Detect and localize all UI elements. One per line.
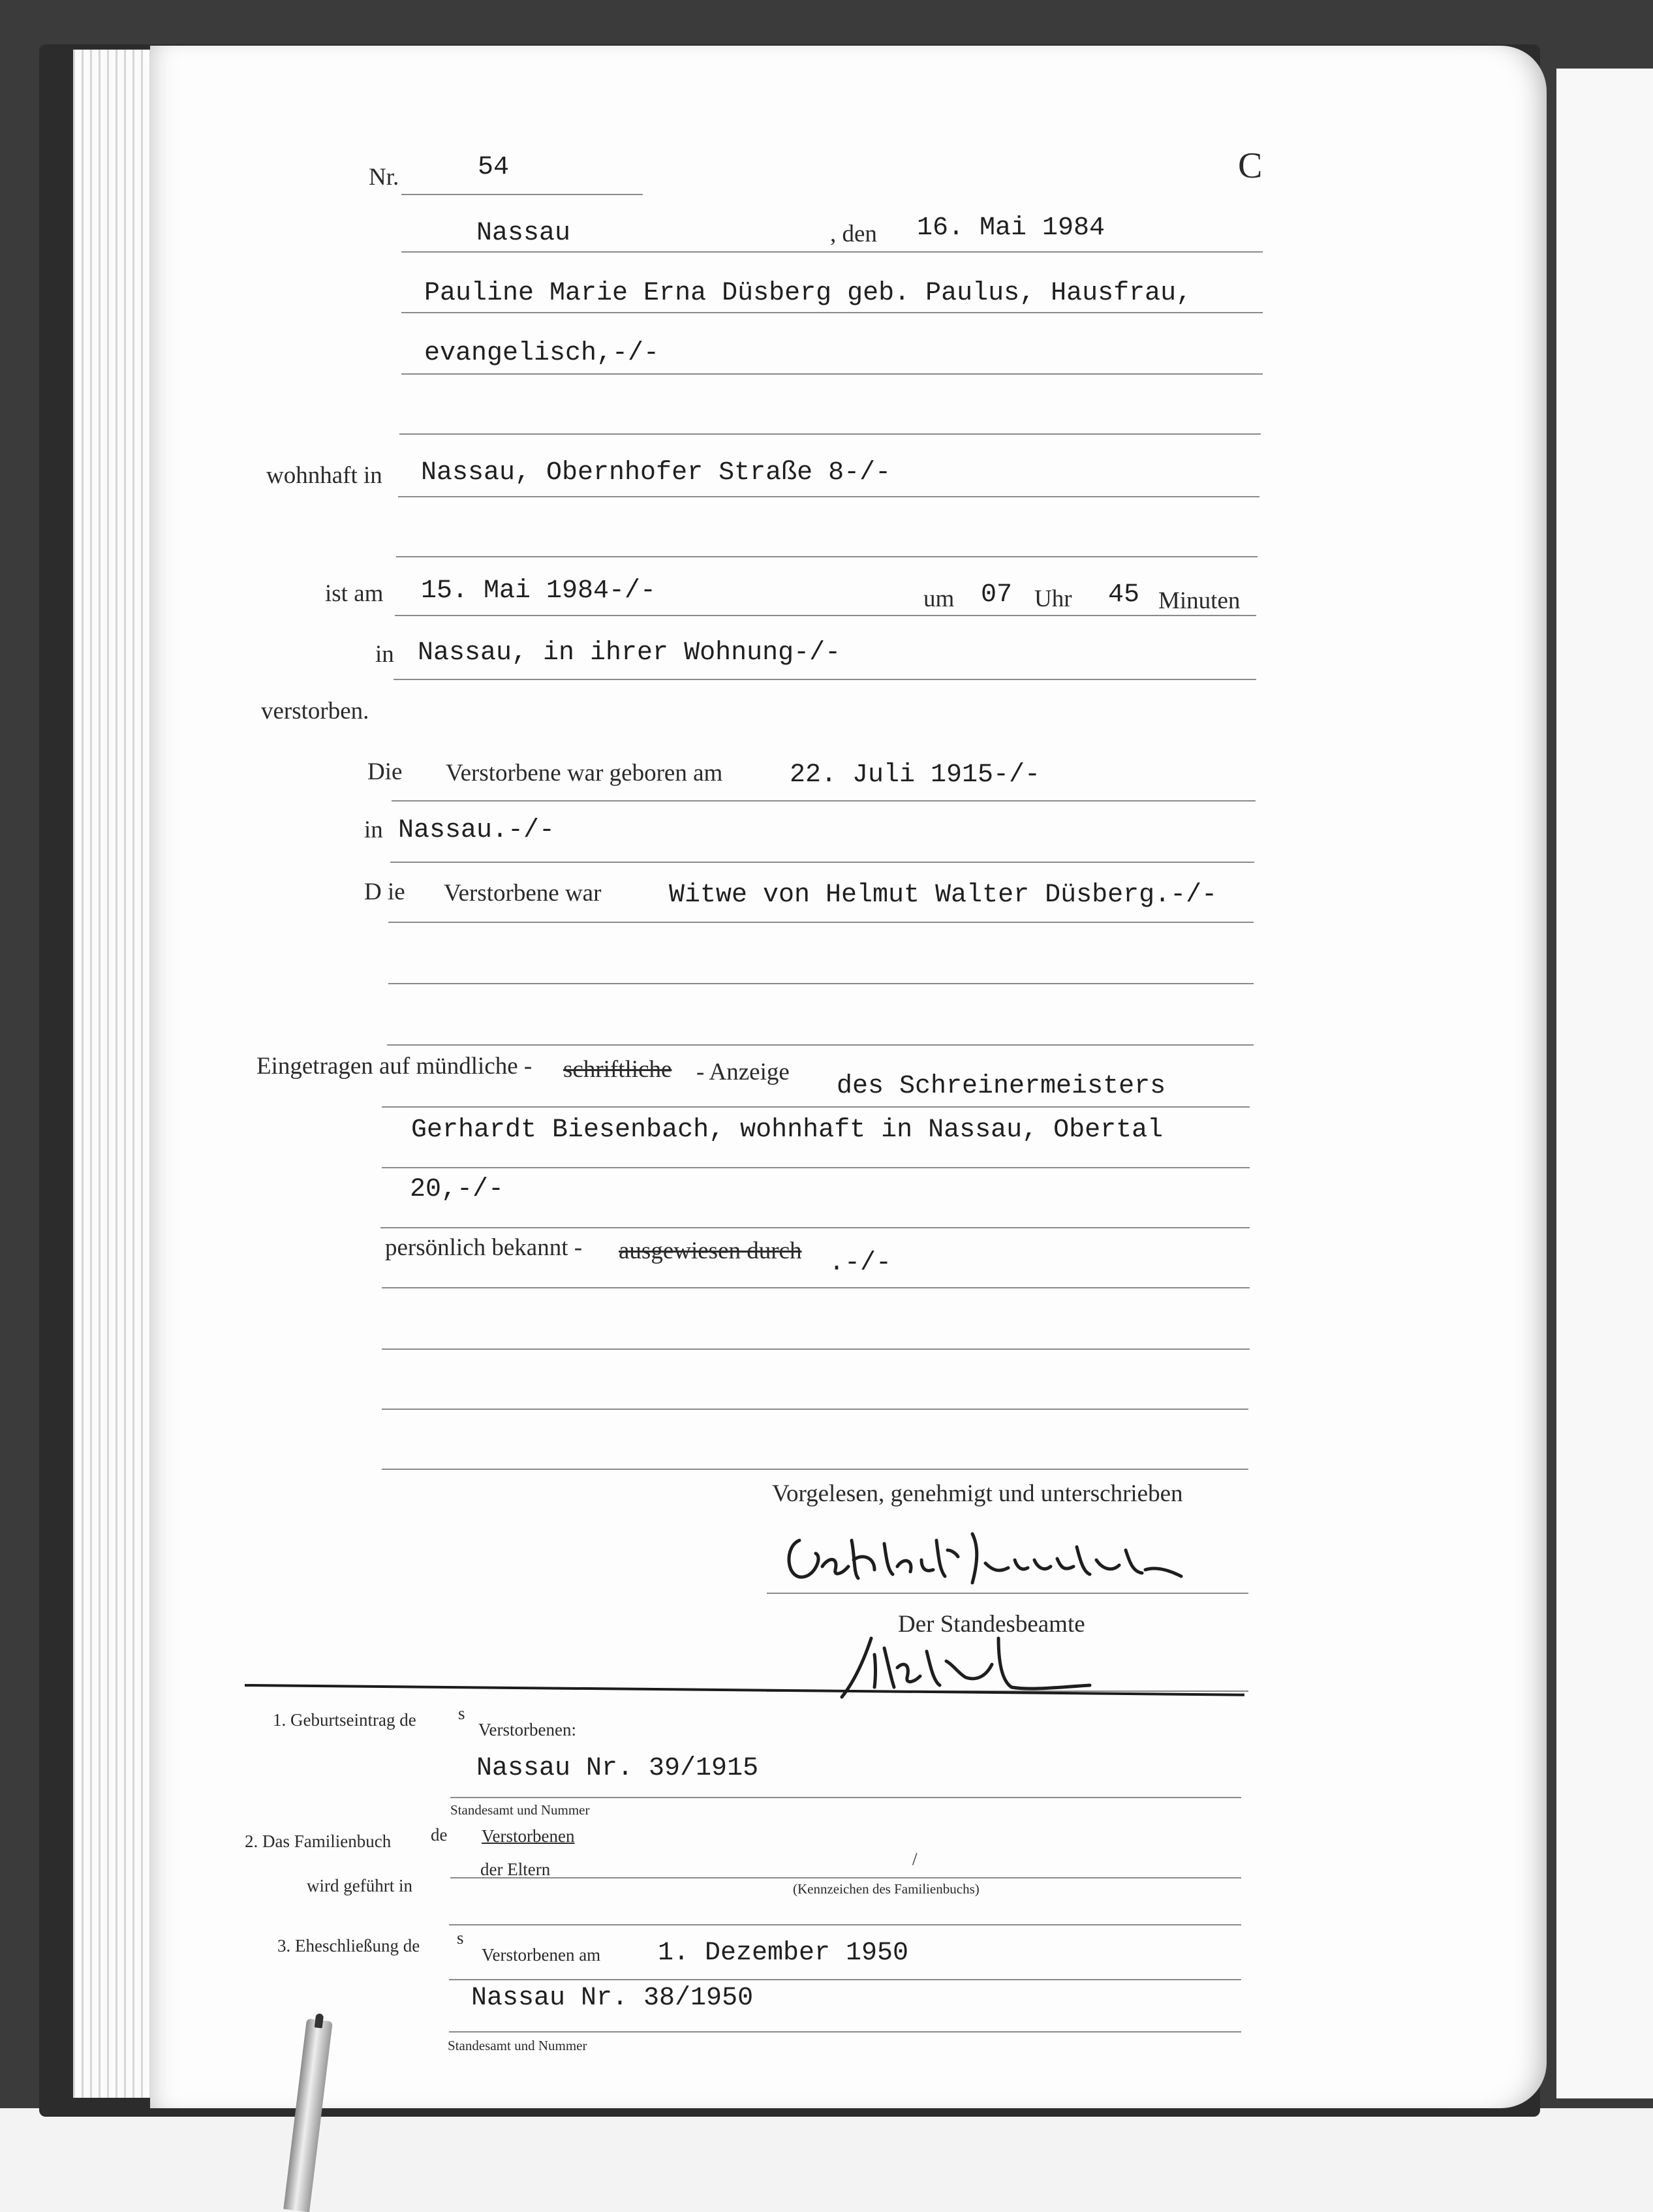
informant-signature [777, 1521, 1207, 1593]
note2-underlined: Verstorbenen [482, 1826, 575, 1846]
note2-label: 2. Das Familienbuch [245, 1831, 392, 1851]
residence-value: Nassau, Obernhofer Straße 8-/- [421, 458, 891, 488]
note3-caption: Standesamt und Nummer [448, 2038, 587, 2053]
informant-line1: des Schreinermeisters [837, 1072, 1166, 1101]
verstorben-label: verstorben. [261, 698, 369, 724]
note2-rule-1 [450, 1877, 1241, 1878]
note3-rule-1 [449, 1979, 1241, 1980]
known-struck: ausgewiesen durch [619, 1238, 802, 1264]
minuten-label: Minuten [1158, 587, 1241, 614]
note1-rule [450, 1797, 1241, 1798]
name-rule-2 [401, 373, 1263, 375]
informant-signature-rule [767, 1593, 1248, 1594]
death-date: 15. Mai 1984-/- [421, 576, 657, 606]
um-label: um [923, 585, 955, 612]
note3-rule-2 [449, 2031, 1241, 2033]
note1-sup: s [458, 1704, 465, 1723]
register-letter: C [1238, 146, 1263, 186]
status-rule-2 [388, 983, 1254, 984]
death-hour: 07 [981, 580, 1013, 610]
note2-wird: wird geführt in [307, 1876, 412, 1895]
informant-line3: 20,-/- [410, 1175, 504, 1204]
note3-label-a: 3. Eheschließung de [277, 1936, 420, 1955]
residence-rule-2 [396, 556, 1258, 557]
place-date-rule [401, 251, 1263, 253]
uhr-label: Uhr [1034, 585, 1072, 612]
wohnhaft-label: wohnhaft in [266, 462, 382, 489]
registrar-label: Der Standesbeamte [898, 1611, 1085, 1638]
birth-die-prefix: Die [367, 758, 403, 785]
note1-label-a: 1. Geburtseintrag de [273, 1710, 416, 1730]
note2-caption: (Kennzeichen des Familienbuchs) [793, 1881, 980, 1897]
name-rule-1 [401, 312, 1263, 313]
birth-place: Nassau.-/- [398, 816, 555, 845]
nr-rule [401, 194, 643, 195]
note3-label-b: Verstorbenen am [482, 1945, 601, 1965]
note3-date: 1. Dezember 1950 [658, 1939, 909, 1968]
status-die-prefix: D ie [364, 879, 405, 905]
status-rule-1 [388, 922, 1254, 923]
status-value: Witwe von Helmut Walter Düsberg.-/- [669, 880, 1218, 910]
status-rule-3 [387, 1044, 1254, 1046]
deceased-name-line1: Pauline Marie Erna Düsberg geb. Paulus, Hausfrau, [424, 279, 1192, 308]
note1-value: Nassau Nr. 39/1915 [476, 1754, 759, 1783]
blank-rule-1 [382, 1348, 1250, 1350]
note2-eltern: der Eltern [480, 1860, 551, 1879]
death-place-rule [394, 679, 1256, 680]
note3-sup: s [457, 1928, 464, 1948]
death-place: Nassau, in ihrer Wohnung-/- [418, 638, 841, 668]
facing-page [1556, 69, 1653, 2098]
note3-value: Nassau Nr. 38/1950 [471, 1984, 754, 2013]
registration-prefix: Eingetragen auf mündliche - [256, 1053, 533, 1080]
note2-rule-2 [449, 1924, 1241, 1925]
birth-place-rule [390, 862, 1254, 863]
death-date-rule [395, 615, 1256, 616]
note2-slash: / [912, 1849, 918, 1869]
informant-line2: Gerhardt Biesenbach, wohnhaft in Nassau, Obertal [411, 1115, 1164, 1145]
birth-date-rule [392, 800, 1256, 802]
birth-date: 22. Juli 1915-/- [790, 760, 1041, 790]
note1-label-b: Verstorbenen: [478, 1720, 576, 1739]
informant-rule-3 [380, 1227, 1250, 1228]
nr-value: 54 [478, 153, 510, 182]
blank-rule-2 [382, 1409, 1248, 1410]
den-label: , den [830, 221, 877, 247]
residence-rule-1 [398, 496, 1259, 497]
note2-de: de [431, 1825, 448, 1845]
known-label: persönlich bekannt - [385, 1234, 583, 1261]
death-minute: 45 [1108, 580, 1140, 610]
death-in-label: in [375, 641, 394, 668]
note1-caption: Standesamt und Nummer [450, 1802, 590, 1818]
ist-am-label: ist am [325, 580, 384, 607]
blank-rule-3 [382, 1469, 1248, 1470]
registration-struck: schriftliche [563, 1056, 672, 1083]
anzeige-label: - Anzeige [696, 1059, 790, 1085]
table-surface [0, 2108, 1653, 2212]
known-suffix: .-/- [829, 1249, 892, 1278]
place-value: Nassau [476, 219, 571, 248]
birth-label: Verstorbene war geboren am [446, 760, 723, 787]
nr-label: Nr. [369, 164, 399, 191]
informant-rule-2 [382, 1167, 1250, 1168]
informant-rule-1 [382, 1106, 1250, 1108]
record-date: 16. Mai 1984 [917, 213, 1105, 243]
name-rule-3 [399, 433, 1261, 435]
known-rule [382, 1287, 1250, 1288]
deceased-name-line2: evangelisch,-/- [424, 339, 660, 368]
read-label: Vorgelesen, genehmigt und unterschrieben [772, 1480, 1183, 1507]
birth-in-label: in [364, 817, 383, 843]
status-label: Verstorbene war [444, 880, 602, 907]
